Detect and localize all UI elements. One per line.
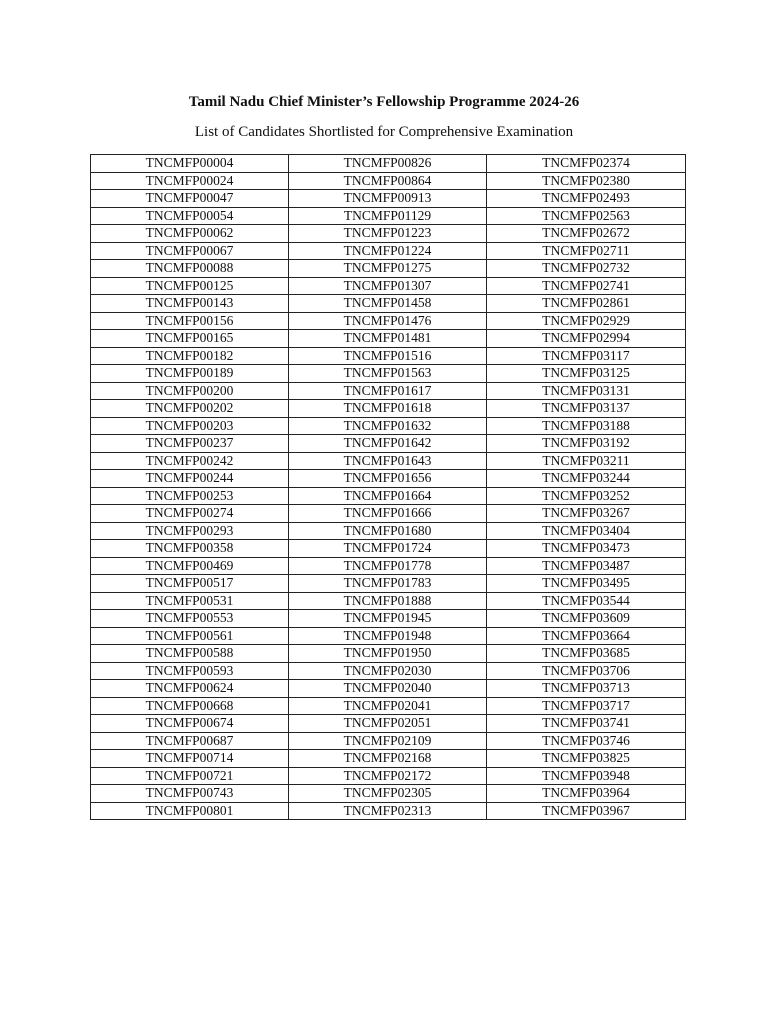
table-row [91,522,686,540]
candidate-id-cell: TNCMFP01632 [289,417,487,435]
table-row [91,452,686,470]
candidate-id-cell: TNCMFP03487 [487,557,686,575]
candidate-id-cell: TNCMFP00721 [91,767,289,785]
table-row [91,435,686,453]
candidate-id-cell: TNCMFP03664 [487,627,686,645]
candidate-id-cell: TNCMFP01275 [289,260,487,278]
candidate-id-cell: TNCMFP01481 [289,330,487,348]
table-row [91,540,686,558]
table-row [91,382,686,400]
candidate-id-cell: TNCMFP01458 [289,295,487,313]
candidate-id-cell: TNCMFP00054 [91,207,289,225]
candidate-id-cell: TNCMFP00668 [91,697,289,715]
candidate-id-cell: TNCMFP01476 [289,312,487,330]
table-row [91,680,686,698]
candidate-id-cell: TNCMFP01778 [289,557,487,575]
candidate-id-cell: TNCMFP03244 [487,470,686,488]
candidate-id-cell: TNCMFP00531 [91,592,289,610]
table-row [91,557,686,575]
candidate-id-cell: TNCMFP02041 [289,697,487,715]
candidate-id-cell: TNCMFP03117 [487,347,686,365]
candidate-id-cell: TNCMFP00358 [91,540,289,558]
candidate-id-cell: TNCMFP03252 [487,487,686,505]
candidate-id-cell: TNCMFP01664 [289,487,487,505]
table-row [91,190,686,208]
table-row [91,470,686,488]
candidate-id-cell: TNCMFP01618 [289,400,487,418]
table-row [91,400,686,418]
page-subtitle: List of Candidates Shortlisted for Comprehensive Examination [194,124,574,140]
candidate-id-cell: TNCMFP00913 [289,190,487,208]
candidate-id-cell: TNCMFP03948 [487,767,686,785]
candidate-id-cell: TNCMFP02305 [289,785,487,803]
table-row [91,330,686,348]
candidate-id-cell: TNCMFP03495 [487,575,686,593]
table-row [91,417,686,435]
candidate-id-cell: TNCMFP03188 [487,417,686,435]
candidate-id-cell: TNCMFP01783 [289,575,487,593]
table-row [91,645,686,663]
candidate-id-cell: TNCMFP03473 [487,540,686,558]
candidate-id-cell: TNCMFP01642 [289,435,487,453]
candidate-id-cell: TNCMFP02672 [487,225,686,243]
candidate-id-cell: TNCMFP01223 [289,225,487,243]
candidate-id-cell: TNCMFP00588 [91,645,289,663]
table-row [91,242,686,260]
candidate-id-cell: TNCMFP03609 [487,610,686,628]
candidate-id-cell: TNCMFP03137 [487,400,686,418]
candidate-id-cell: TNCMFP02711 [487,242,686,260]
table-row [91,610,686,628]
candidate-id-cell: TNCMFP02374 [487,155,686,173]
candidate-id-cell: TNCMFP03544 [487,592,686,610]
table-row [91,487,686,505]
candidate-id-cell: TNCMFP02172 [289,767,487,785]
candidate-id-cell: TNCMFP03964 [487,785,686,803]
candidate-id-cell: TNCMFP00200 [91,382,289,400]
candidate-id-cell: TNCMFP01643 [289,452,487,470]
candidate-id-cell: TNCMFP00674 [91,715,289,733]
candidate-id-cell: TNCMFP00143 [91,295,289,313]
table-row [91,715,686,733]
candidate-id-cell: TNCMFP00624 [91,680,289,698]
candidates-table [90,154,686,820]
candidate-id-cell: TNCMFP02861 [487,295,686,313]
candidate-id-cell: TNCMFP00189 [91,365,289,383]
page-title: Tamil Nadu Chief Minister’s Fellowship Programme 2024-26 [188,94,580,110]
candidate-id-cell: TNCMFP02168 [289,750,487,768]
candidate-id-cell: TNCMFP00062 [91,225,289,243]
candidate-id-cell: TNCMFP03706 [487,662,686,680]
candidate-id-cell: TNCMFP00687 [91,732,289,750]
table-row [91,750,686,768]
candidate-id-cell: TNCMFP01950 [289,645,487,663]
candidate-id-cell: TNCMFP03741 [487,715,686,733]
candidate-id-cell: TNCMFP03717 [487,697,686,715]
table-row [91,767,686,785]
candidate-id-cell: TNCMFP02563 [487,207,686,225]
candidate-id-cell: TNCMFP01307 [289,277,487,295]
candidate-id-cell: TNCMFP00237 [91,435,289,453]
candidate-id-cell: TNCMFP00244 [91,470,289,488]
candidates-table-body [91,155,686,820]
table-row [91,207,686,225]
table-row [91,225,686,243]
candidate-id-cell: TNCMFP00156 [91,312,289,330]
table-row [91,505,686,523]
candidate-id-cell: TNCMFP02380 [487,172,686,190]
table-row [91,260,686,278]
candidate-id-cell: TNCMFP03685 [487,645,686,663]
candidate-id-cell: TNCMFP03713 [487,680,686,698]
candidate-id-cell: TNCMFP03125 [487,365,686,383]
candidate-id-cell: TNCMFP03746 [487,732,686,750]
candidate-id-cell: TNCMFP03967 [487,802,686,820]
table-row [91,295,686,313]
candidate-id-cell: TNCMFP03404 [487,522,686,540]
candidate-id-cell: TNCMFP00125 [91,277,289,295]
candidate-id-cell: TNCMFP00182 [91,347,289,365]
candidate-id-cell: TNCMFP00202 [91,400,289,418]
candidate-id-cell: TNCMFP00088 [91,260,289,278]
candidate-id-cell: TNCMFP00253 [91,487,289,505]
table-row [91,155,686,173]
candidate-id-cell: TNCMFP01680 [289,522,487,540]
candidate-id-cell: TNCMFP03211 [487,452,686,470]
candidate-id-cell: TNCMFP02051 [289,715,487,733]
candidate-id-cell: TNCMFP01129 [289,207,487,225]
table-row [91,592,686,610]
candidate-id-cell: TNCMFP00047 [91,190,289,208]
table-row [91,347,686,365]
candidate-id-cell: TNCMFP00561 [91,627,289,645]
table-row [91,662,686,680]
candidate-id-cell: TNCMFP01666 [289,505,487,523]
candidate-id-cell: TNCMFP01224 [289,242,487,260]
candidate-id-cell: TNCMFP02109 [289,732,487,750]
candidate-id-cell: TNCMFP00593 [91,662,289,680]
candidate-id-cell: TNCMFP02732 [487,260,686,278]
table-row [91,802,686,820]
table-row [91,697,686,715]
candidate-id-cell: TNCMFP00242 [91,452,289,470]
table-row [91,172,686,190]
candidate-id-cell: TNCMFP03825 [487,750,686,768]
candidate-id-cell: TNCMFP01888 [289,592,487,610]
candidate-id-cell: TNCMFP01516 [289,347,487,365]
candidate-id-cell: TNCMFP00517 [91,575,289,593]
candidate-id-cell: TNCMFP02929 [487,312,686,330]
candidate-id-cell: TNCMFP03267 [487,505,686,523]
candidate-id-cell: TNCMFP00024 [91,172,289,190]
candidate-id-cell: TNCMFP01617 [289,382,487,400]
candidate-id-cell: TNCMFP02313 [289,802,487,820]
candidate-id-cell: TNCMFP00067 [91,242,289,260]
candidate-id-cell: TNCMFP01656 [289,470,487,488]
candidate-id-cell: TNCMFP00165 [91,330,289,348]
candidate-id-cell: TNCMFP00801 [91,802,289,820]
table-row [91,627,686,645]
candidate-id-cell: TNCMFP02030 [289,662,487,680]
candidate-id-cell: TNCMFP01945 [289,610,487,628]
candidate-id-cell: TNCMFP02994 [487,330,686,348]
candidate-id-cell: TNCMFP00864 [289,172,487,190]
table-row [91,575,686,593]
candidate-id-cell: TNCMFP01724 [289,540,487,558]
table-row [91,277,686,295]
candidate-id-cell: TNCMFP00203 [91,417,289,435]
candidate-id-cell: TNCMFP01563 [289,365,487,383]
candidate-id-cell: TNCMFP00743 [91,785,289,803]
table-row [91,732,686,750]
candidate-id-cell: TNCMFP00714 [91,750,289,768]
candidate-id-cell: TNCMFP01948 [289,627,487,645]
candidate-id-cell: TNCMFP00293 [91,522,289,540]
table-row [91,785,686,803]
candidate-id-cell: TNCMFP03131 [487,382,686,400]
candidate-id-cell: TNCMFP02493 [487,190,686,208]
candidate-id-cell: TNCMFP02040 [289,680,487,698]
table-row [91,365,686,383]
candidate-id-cell: TNCMFP00553 [91,610,289,628]
candidate-id-cell: TNCMFP02741 [487,277,686,295]
candidate-id-cell: TNCMFP00469 [91,557,289,575]
candidate-id-cell: TNCMFP03192 [487,435,686,453]
candidate-id-cell: TNCMFP00004 [91,155,289,173]
table-row [91,312,686,330]
candidate-id-cell: TNCMFP00274 [91,505,289,523]
candidate-id-cell: TNCMFP00826 [289,155,487,173]
